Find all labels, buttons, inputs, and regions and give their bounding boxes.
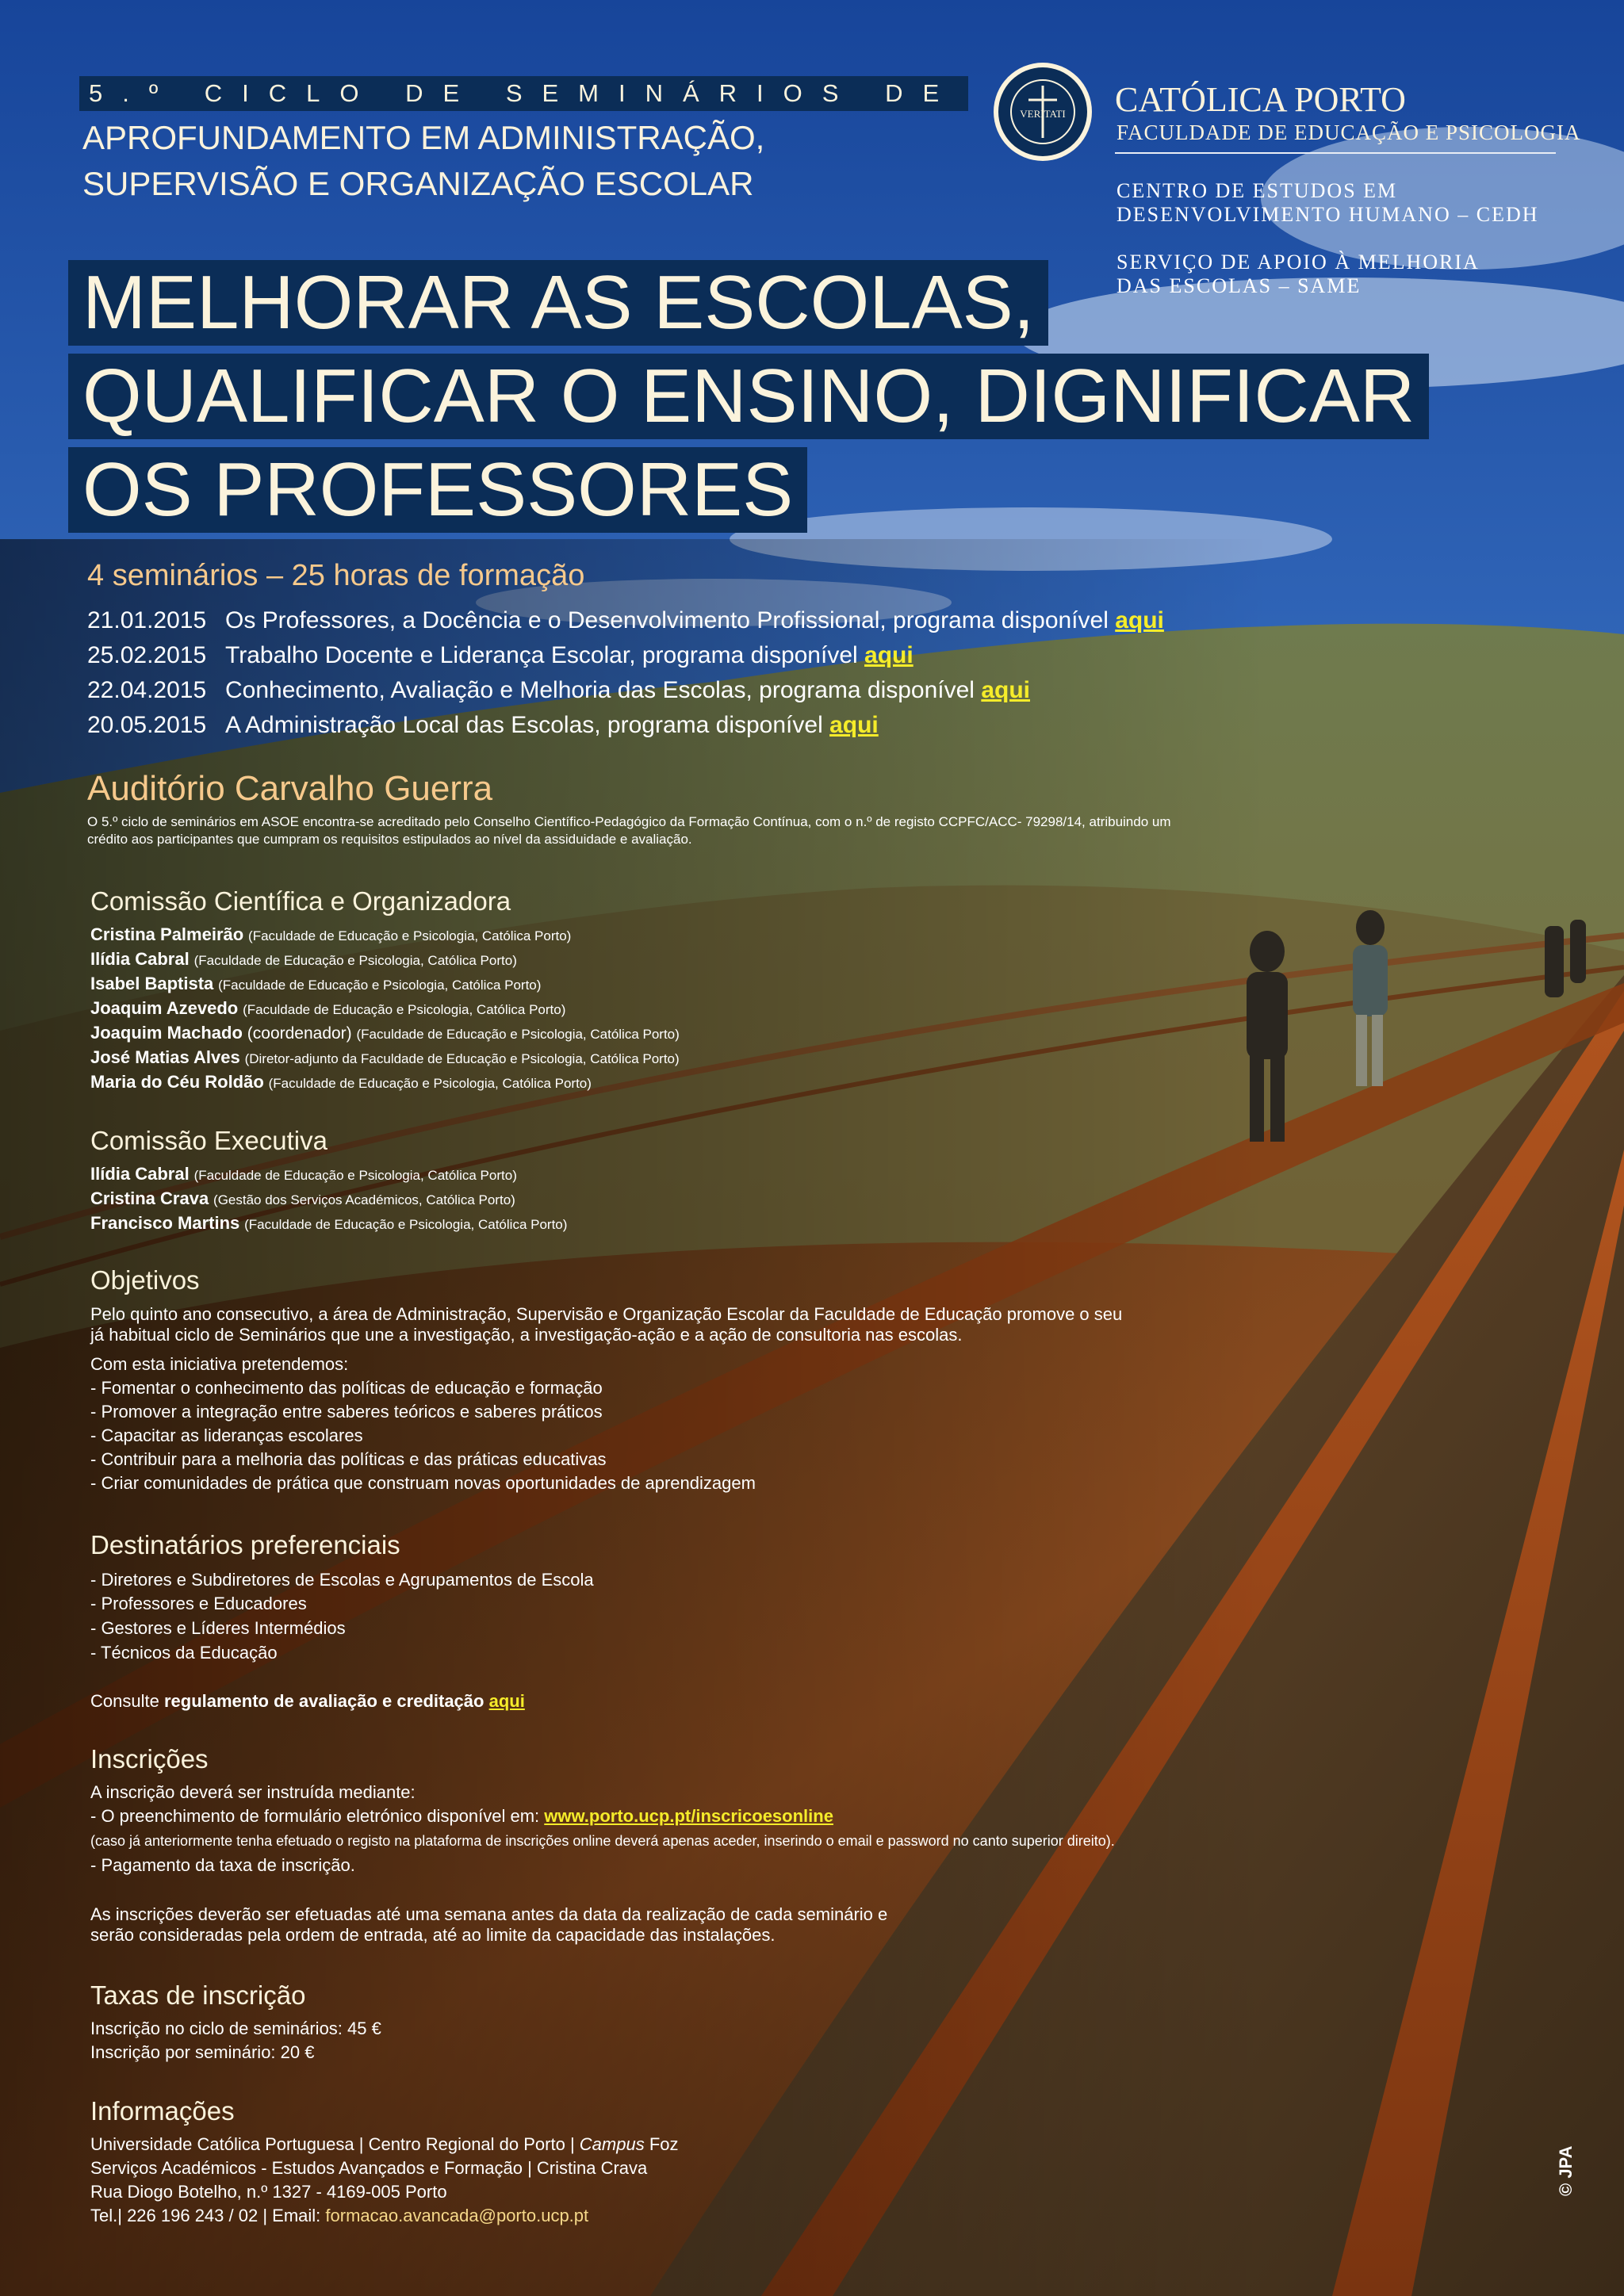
member-role: (coordenador): [247, 1024, 352, 1043]
member-affiliation: (Faculdade de Educação e Psicologia, Católica Porto): [356, 1027, 680, 1042]
objective-item: - Promover a integração entre saberes teóricos e saberes práticos: [90, 1402, 603, 1422]
member-name: Isabel Baptista: [90, 974, 214, 993]
regulation-link[interactable]: aqui: [488, 1691, 525, 1711]
audience-heading: Destinatários preferenciais: [90, 1530, 400, 1559]
fee-cycle: Inscrição no ciclo de seminários: 45 €: [90, 2019, 381, 2038]
objective-item: - Fomentar o conhecimento das políticas de educação e formação: [90, 1378, 603, 1398]
venue: Auditório Carvalho Guerra: [87, 769, 493, 808]
registration-deadline: As inscrições deverão ser efetuadas até uma semana antes da data da realização de cada seminário e: [90, 1904, 888, 1924]
centre-line1: CENTRO DE ESTUDOS EM: [1116, 179, 1398, 202]
info-line: Serviços Académicos - Estudos Avançados e Formação | Cristina Crava: [90, 2158, 648, 2178]
session-title: Os Professores, a Docência e o Desenvolvimento Profissional, programa disponível: [225, 607, 1109, 633]
objective-item: - Capacitar as lideranças escolares: [90, 1425, 363, 1445]
committee-member: [90, 1164, 517, 1184]
regulation-label: regulamento de avaliação e creditação: [163, 1691, 485, 1711]
accreditation-note: O 5.º ciclo de seminários em ASOE encontra-se acreditado pelo Conselho Científico-Pedagógico da Formação Contínua, com o n.º de registo CCPFC/ACC- 79298/14, atribuindo um crédito aos participantes que cumpram os requisitos estipulados ao nível da assiduidade e avaliação.: [87, 814, 1171, 847]
objectives-heading: Objetivos: [90, 1265, 200, 1295]
member-affiliation: (Faculdade de Educação e Psicologia, Católica Porto): [244, 1217, 568, 1232]
institution-name: CATÓLICA PORTO: [1115, 80, 1406, 119]
series-subtitle-line2: SUPERVISÃO E ORGANIZAÇÃO ESCOLAR: [82, 165, 754, 202]
member-affiliation: (Faculdade de Educação e Psicologia, Católica Porto): [268, 1076, 592, 1091]
scientific-committee-heading: Comissão Científica e Organizadora: [90, 886, 511, 916]
session-date: 25.02.2015: [87, 642, 207, 668]
member-affiliation: (Faculdade de Educação e Psicologia, Católica Porto): [193, 1168, 517, 1183]
service-line2: DAS ESCOLAS – SAME: [1116, 274, 1362, 297]
committee-member: [90, 1072, 592, 1093]
member-affiliation: (Gestão dos Serviços Académicos, Católica Porto): [213, 1192, 515, 1207]
session-item: [87, 607, 1164, 634]
member-name: Joaquim Azevedo: [90, 998, 239, 1018]
session-item: [87, 642, 914, 669]
audience-item: - Técnicos da Educação: [90, 1643, 278, 1663]
registration-form-text: - O preenchimento de formulário eletrónico disponível em:: [90, 1806, 545, 1826]
registration-url-link[interactable]: www.porto.ucp.pt/inscricoesonline: [544, 1806, 833, 1826]
info-contact-text: Tel.| 226 196 243 / 02 | Email:: [90, 2206, 326, 2225]
photo-credit: © JPA: [1556, 2145, 1576, 2196]
program-link[interactable]: aqui: [1115, 607, 1164, 633]
info-text: Universidade Católica Portuguesa | Centro Regional do Porto |: [90, 2134, 580, 2154]
objectives-intro: já habitual ciclo de Seminários que une a investigação, a investigação-ação e a ação de consultoria nas escolas.: [90, 1325, 963, 1345]
member-affiliation: (Faculdade de Educação e Psicologia, Católica Porto): [243, 1002, 566, 1017]
session-item: [87, 712, 879, 739]
main-title-line1: MELHORAR AS ESCOLAS,: [68, 260, 1048, 346]
committee-member: [90, 1047, 680, 1068]
program-heading: 4 seminários – 25 horas de formação: [87, 559, 585, 592]
committee-member: [90, 1213, 567, 1234]
member-name: José Matias Alves: [90, 1047, 240, 1067]
fee-per-seminar: Inscrição por seminário: 20 €: [90, 2042, 315, 2062]
registration-form-line: [90, 1806, 833, 1827]
committee-member: [90, 1023, 680, 1043]
service-line1: SERVIÇO DE APOIO À MELHORIA: [1116, 251, 1480, 274]
main-title-line3: OS PROFESSORES: [68, 447, 807, 533]
program-link[interactable]: aqui: [829, 712, 879, 738]
objective-item: - Criar comunidades de prática que construam novas oportunidades de aprendizagem: [90, 1473, 756, 1493]
main-title-line2: QUALIFICAR O ENSINO, DIGNIFICAR: [68, 354, 1429, 439]
info-line: Rua Diogo Botelho, n.º 1327 - 4169-005 Porto: [90, 2182, 447, 2202]
member-name: Ilídia Cabral: [90, 949, 190, 969]
member-affiliation: (Faculdade de Educação e Psicologia, Católica Porto): [218, 978, 542, 993]
registration-note: (caso já anteriormente tenha efetuado o registo na plataforma de inscrições online deverá apenas aceder, inserindo o email e password no canto superior direito).: [90, 1833, 1115, 1849]
committee-member: [90, 974, 541, 994]
committee-member: [90, 1188, 515, 1209]
program-link[interactable]: aqui: [981, 677, 1030, 703]
member-name: Francisco Martins: [90, 1213, 240, 1233]
faculty-name: FACULDADE DE EDUCAÇÃO E PSICOLOGIA: [1116, 121, 1581, 144]
seal-text: VERITATI: [1020, 108, 1066, 120]
audience-item: - Gestores e Líderes Intermédios: [90, 1618, 346, 1638]
member-name: Joaquim Machado: [90, 1023, 243, 1043]
member-name: Maria do Céu Roldão: [90, 1072, 264, 1092]
executive-committee-heading: Comissão Executiva: [90, 1126, 327, 1155]
fees-heading: Taxas de inscrição: [90, 1980, 306, 2010]
audience-item: - Diretores e Subdiretores de Escolas e Agrupamentos de Escola: [90, 1570, 594, 1590]
info-heading: Informações: [90, 2096, 235, 2126]
registration-deadline: serão consideradas pela ordem de entrada, até ao limite da capacidade das instalações.: [90, 1925, 776, 1945]
info-contact-line: [90, 2206, 588, 2226]
regulation-prefix: Consulte: [90, 1691, 164, 1711]
regulation-line: [90, 1691, 525, 1712]
centre-line2: DESENVOLVIMENTO HUMANO – CEDH: [1116, 203, 1539, 226]
registration-line: A inscrição deverá ser instruída mediante:: [90, 1782, 416, 1802]
registration-heading: Inscrições: [90, 1744, 209, 1774]
session-date: 21.01.2015: [87, 607, 207, 633]
series-label: 5.º CICLO DE SEMINÁRIOS DE: [79, 76, 968, 111]
session-title: Conhecimento, Avaliação e Melhoria das Escolas, programa disponível: [225, 677, 975, 703]
info-campus: Campus: [579, 2134, 645, 2154]
session-title: Trabalho Docente e Liderança Escolar, programa disponível: [225, 642, 858, 668]
session-date: 20.05.2015: [87, 712, 207, 738]
session-date: 22.04.2015: [87, 677, 207, 703]
committee-member: [90, 924, 571, 945]
member-name: Cristina Crava: [90, 1188, 209, 1208]
member-name: Cristina Palmeirão: [90, 924, 244, 944]
email-link[interactable]: formacao.avancada@porto.ucp.pt: [325, 2206, 589, 2225]
objectives-intro: Pelo quinto ano consecutivo, a área de Administração, Supervisão e Organização Escolar da Faculdade de Educação promove o seu: [90, 1304, 1123, 1324]
audience-item: - Professores e Educadores: [90, 1594, 307, 1613]
member-name: Ilídia Cabral: [90, 1164, 190, 1184]
committee-member: [90, 998, 565, 1019]
university-seal-icon: [993, 62, 1093, 162]
series-subtitle-line1: APROFUNDAMENTO EM ADMINISTRAÇÃO,: [82, 119, 765, 156]
member-affiliation: (Faculdade de Educação e Psicologia, Católica Porto): [248, 928, 572, 943]
info-line: [90, 2134, 679, 2155]
session-item: [87, 677, 1030, 704]
member-affiliation: (Faculdade de Educação e Psicologia, Católica Porto): [193, 953, 517, 968]
divider: [1115, 152, 1556, 154]
objective-item: - Contribuir para a melhoria das políticas e das práticas educativas: [90, 1449, 607, 1469]
program-link[interactable]: aqui: [864, 642, 914, 668]
member-affiliation: (Diretor-adjunto da Faculdade de Educação e Psicologia, Católica Porto): [244, 1051, 680, 1066]
registration-line: - Pagamento da taxa de inscrição.: [90, 1855, 355, 1875]
committee-member: [90, 949, 517, 970]
objectives-lead: Com esta iniciativa pretendemos:: [90, 1354, 349, 1374]
session-title: A Administração Local das Escolas, programa disponível: [225, 712, 823, 738]
info-text: Foz: [644, 2134, 679, 2154]
